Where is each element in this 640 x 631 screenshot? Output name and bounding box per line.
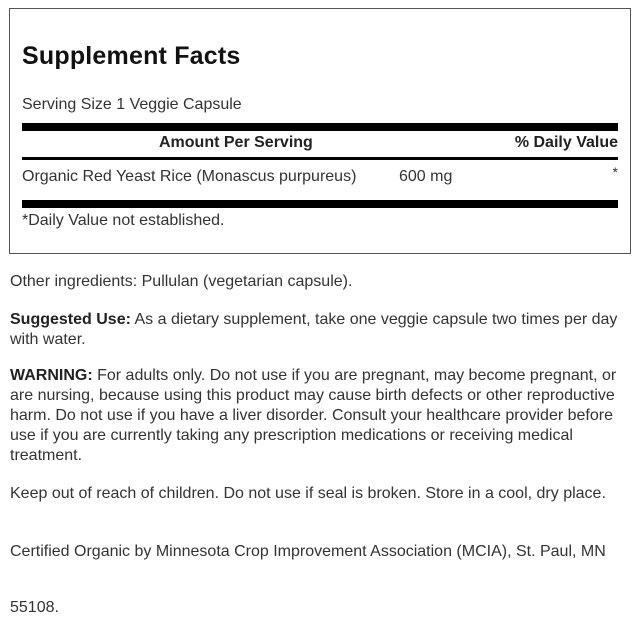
ingredient-amount: 600 mg (399, 168, 453, 185)
amount-per-serving-header: Amount Per Serving (159, 134, 313, 151)
facts-header-row (22, 131, 618, 157)
divider-thick-top (22, 123, 618, 131)
suggested-use (10, 310, 632, 350)
supplement-facts-panel (9, 8, 631, 254)
facts-title: Supplement Facts (22, 42, 241, 70)
serving-size: Serving Size 1 Veggie Capsule (22, 96, 242, 113)
divider-thick-bottom (22, 200, 618, 208)
product-code: 55108. (10, 599, 59, 616)
suggested-use-text: As a dietary supplement, take one veggie capsule two times per day with water. (10, 311, 618, 348)
certification: Certified Organic by Minnesota Crop Improvement Association (MCIA), St. Paul, MN (10, 543, 606, 560)
ingredient-name: Organic Red Yeast Rice (Monascus purpureus) (22, 168, 357, 185)
warning-label: WARNING: (10, 367, 93, 384)
warning (10, 366, 632, 466)
daily-value-header: % Daily Value (514, 134, 618, 151)
suggested-use-label: Suggested Use: (10, 311, 131, 328)
warning-text: For adults only. Do not use if you are pregnant, may become pregnant, or are nursing, because using this product may cause birth defects or other reproductive harm. Do not use if you have a liver disorder. Consult your healthcare provider before use if you are currently taking any prescription medications or receiving medical treatment. (10, 367, 617, 464)
divider-thin (22, 157, 618, 160)
storage-instructions: Keep out of reach of children. Do not use if seal is broken. Store in a cool, dry place. (10, 485, 606, 502)
other-ingredients: Other ingredients: Pullulan (vegetarian capsule). (10, 273, 353, 290)
ingredient-row (22, 161, 618, 189)
ingredient-daily-value: * (612, 164, 618, 180)
daily-value-footnote: *Daily Value not established. (22, 212, 225, 229)
